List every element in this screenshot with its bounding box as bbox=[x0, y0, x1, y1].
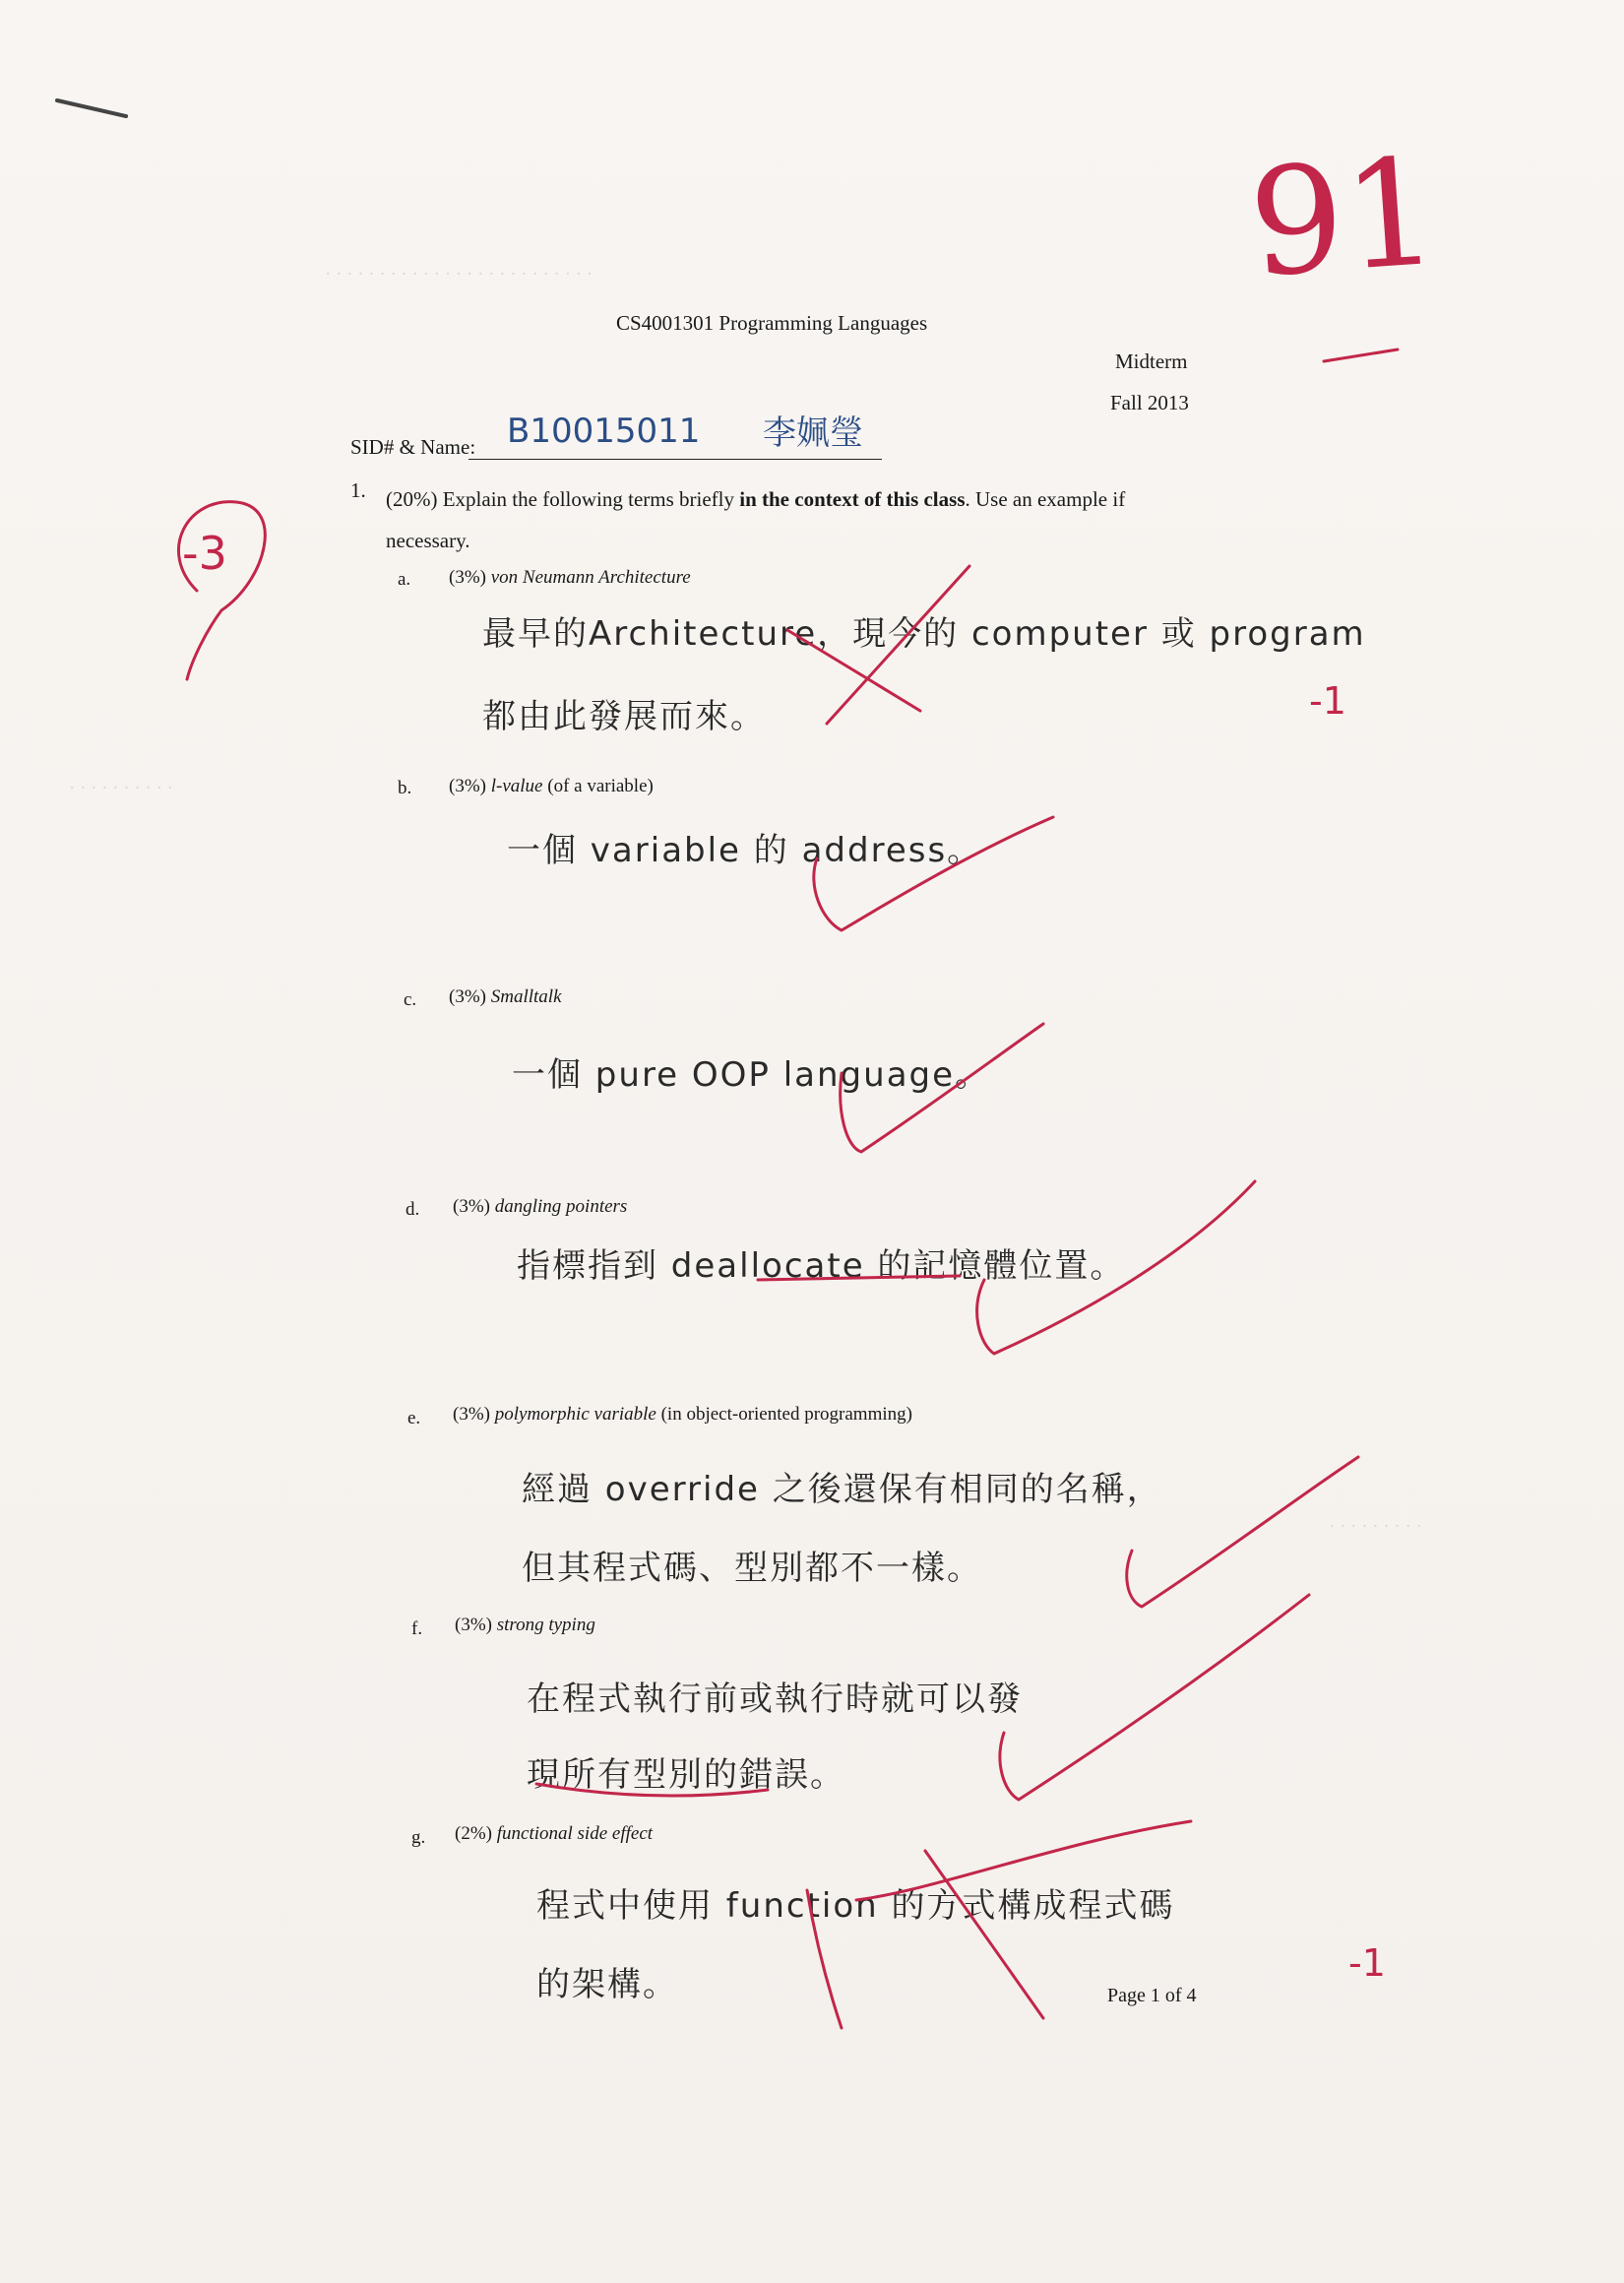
check-mark bbox=[1000, 1595, 1309, 1800]
deduction-total: -3 bbox=[182, 527, 227, 580]
sid-label: SID# & Name: bbox=[350, 435, 476, 459]
course-title: CS4001301 Programming Languages bbox=[616, 311, 928, 335]
student-name: 李姵瑩 bbox=[763, 413, 863, 453]
answer-line: 程式中使用 function 的方式構成程式碼 bbox=[536, 1886, 1175, 1926]
answer-line: 都由此發展而來。 bbox=[482, 697, 766, 736]
exam-type: Midterm bbox=[1115, 349, 1188, 373]
item-letter: b. bbox=[398, 778, 412, 798]
item-letter: a. bbox=[398, 569, 411, 590]
answer-line: 一個 variable 的 address。 bbox=[507, 831, 983, 870]
staple-mark bbox=[57, 100, 126, 116]
answer-line: 指標指到 deallocate 的記憶體位置。 bbox=[517, 1246, 1126, 1286]
bleed-through-text: · · · · · · · · · · · · · · · · · · · · · · · · · bbox=[325, 264, 593, 285]
item-letter: d. bbox=[406, 1199, 420, 1220]
item-prompt: (3%) von Neumann Architecture bbox=[449, 567, 691, 588]
item-deduction: -1 bbox=[1309, 679, 1346, 723]
answer-line: 現所有型別的錯誤。 bbox=[527, 1755, 845, 1795]
item-prompt: (2%) functional side effect bbox=[455, 1823, 654, 1844]
answer-line: 一個 pure OOP language。 bbox=[512, 1055, 991, 1095]
item-prompt: (3%) Smalltalk bbox=[449, 986, 562, 1007]
item-letter: g. bbox=[411, 1827, 426, 1848]
item-prompt: (3%) strong typing bbox=[455, 1615, 595, 1635]
sid-underline bbox=[468, 459, 882, 460]
item-letter: f. bbox=[411, 1618, 423, 1639]
exam-term: Fall 2013 bbox=[1110, 391, 1189, 414]
answer-line: 最早的Architecture，現今的 computer 或 program bbox=[482, 614, 1366, 654]
bleed-through-text: · · · · · · · · · bbox=[1329, 1516, 1422, 1537]
item-prompt: (3%) l-value (of a variable) bbox=[449, 776, 654, 796]
student-id: B10015011 bbox=[507, 412, 701, 451]
item-letter: c. bbox=[404, 989, 417, 1010]
answer-line: 經過 override 之後還保有相同的名稱， bbox=[522, 1470, 1162, 1509]
page-number: Page 1 of 4 bbox=[1107, 1985, 1197, 2006]
item-prompt: (3%) dangling pointers bbox=[453, 1196, 628, 1217]
answer-line: 但其程式碼、型別都不一樣。 bbox=[522, 1549, 982, 1588]
answer-line: 的架構。 bbox=[536, 1965, 678, 2004]
item-deduction: -1 bbox=[1348, 1941, 1386, 1985]
question-number: 1. bbox=[350, 478, 366, 502]
cross-mark bbox=[925, 1851, 1043, 2018]
total-score: 91 bbox=[1244, 126, 1444, 311]
item-letter: e. bbox=[407, 1408, 421, 1428]
bleed-through-text: · · · · · · · · · · bbox=[69, 778, 174, 798]
item-prompt: (3%) polymorphic variable (in object-oriented programming) bbox=[453, 1404, 912, 1425]
answer-line: 在程式執行前或執行時就可以發 bbox=[527, 1680, 1023, 1719]
score-underline bbox=[1324, 349, 1398, 361]
question-text: (20%) Explain the following terms briefly in the context of this class. Use an example if necessary. bbox=[386, 487, 1126, 552]
